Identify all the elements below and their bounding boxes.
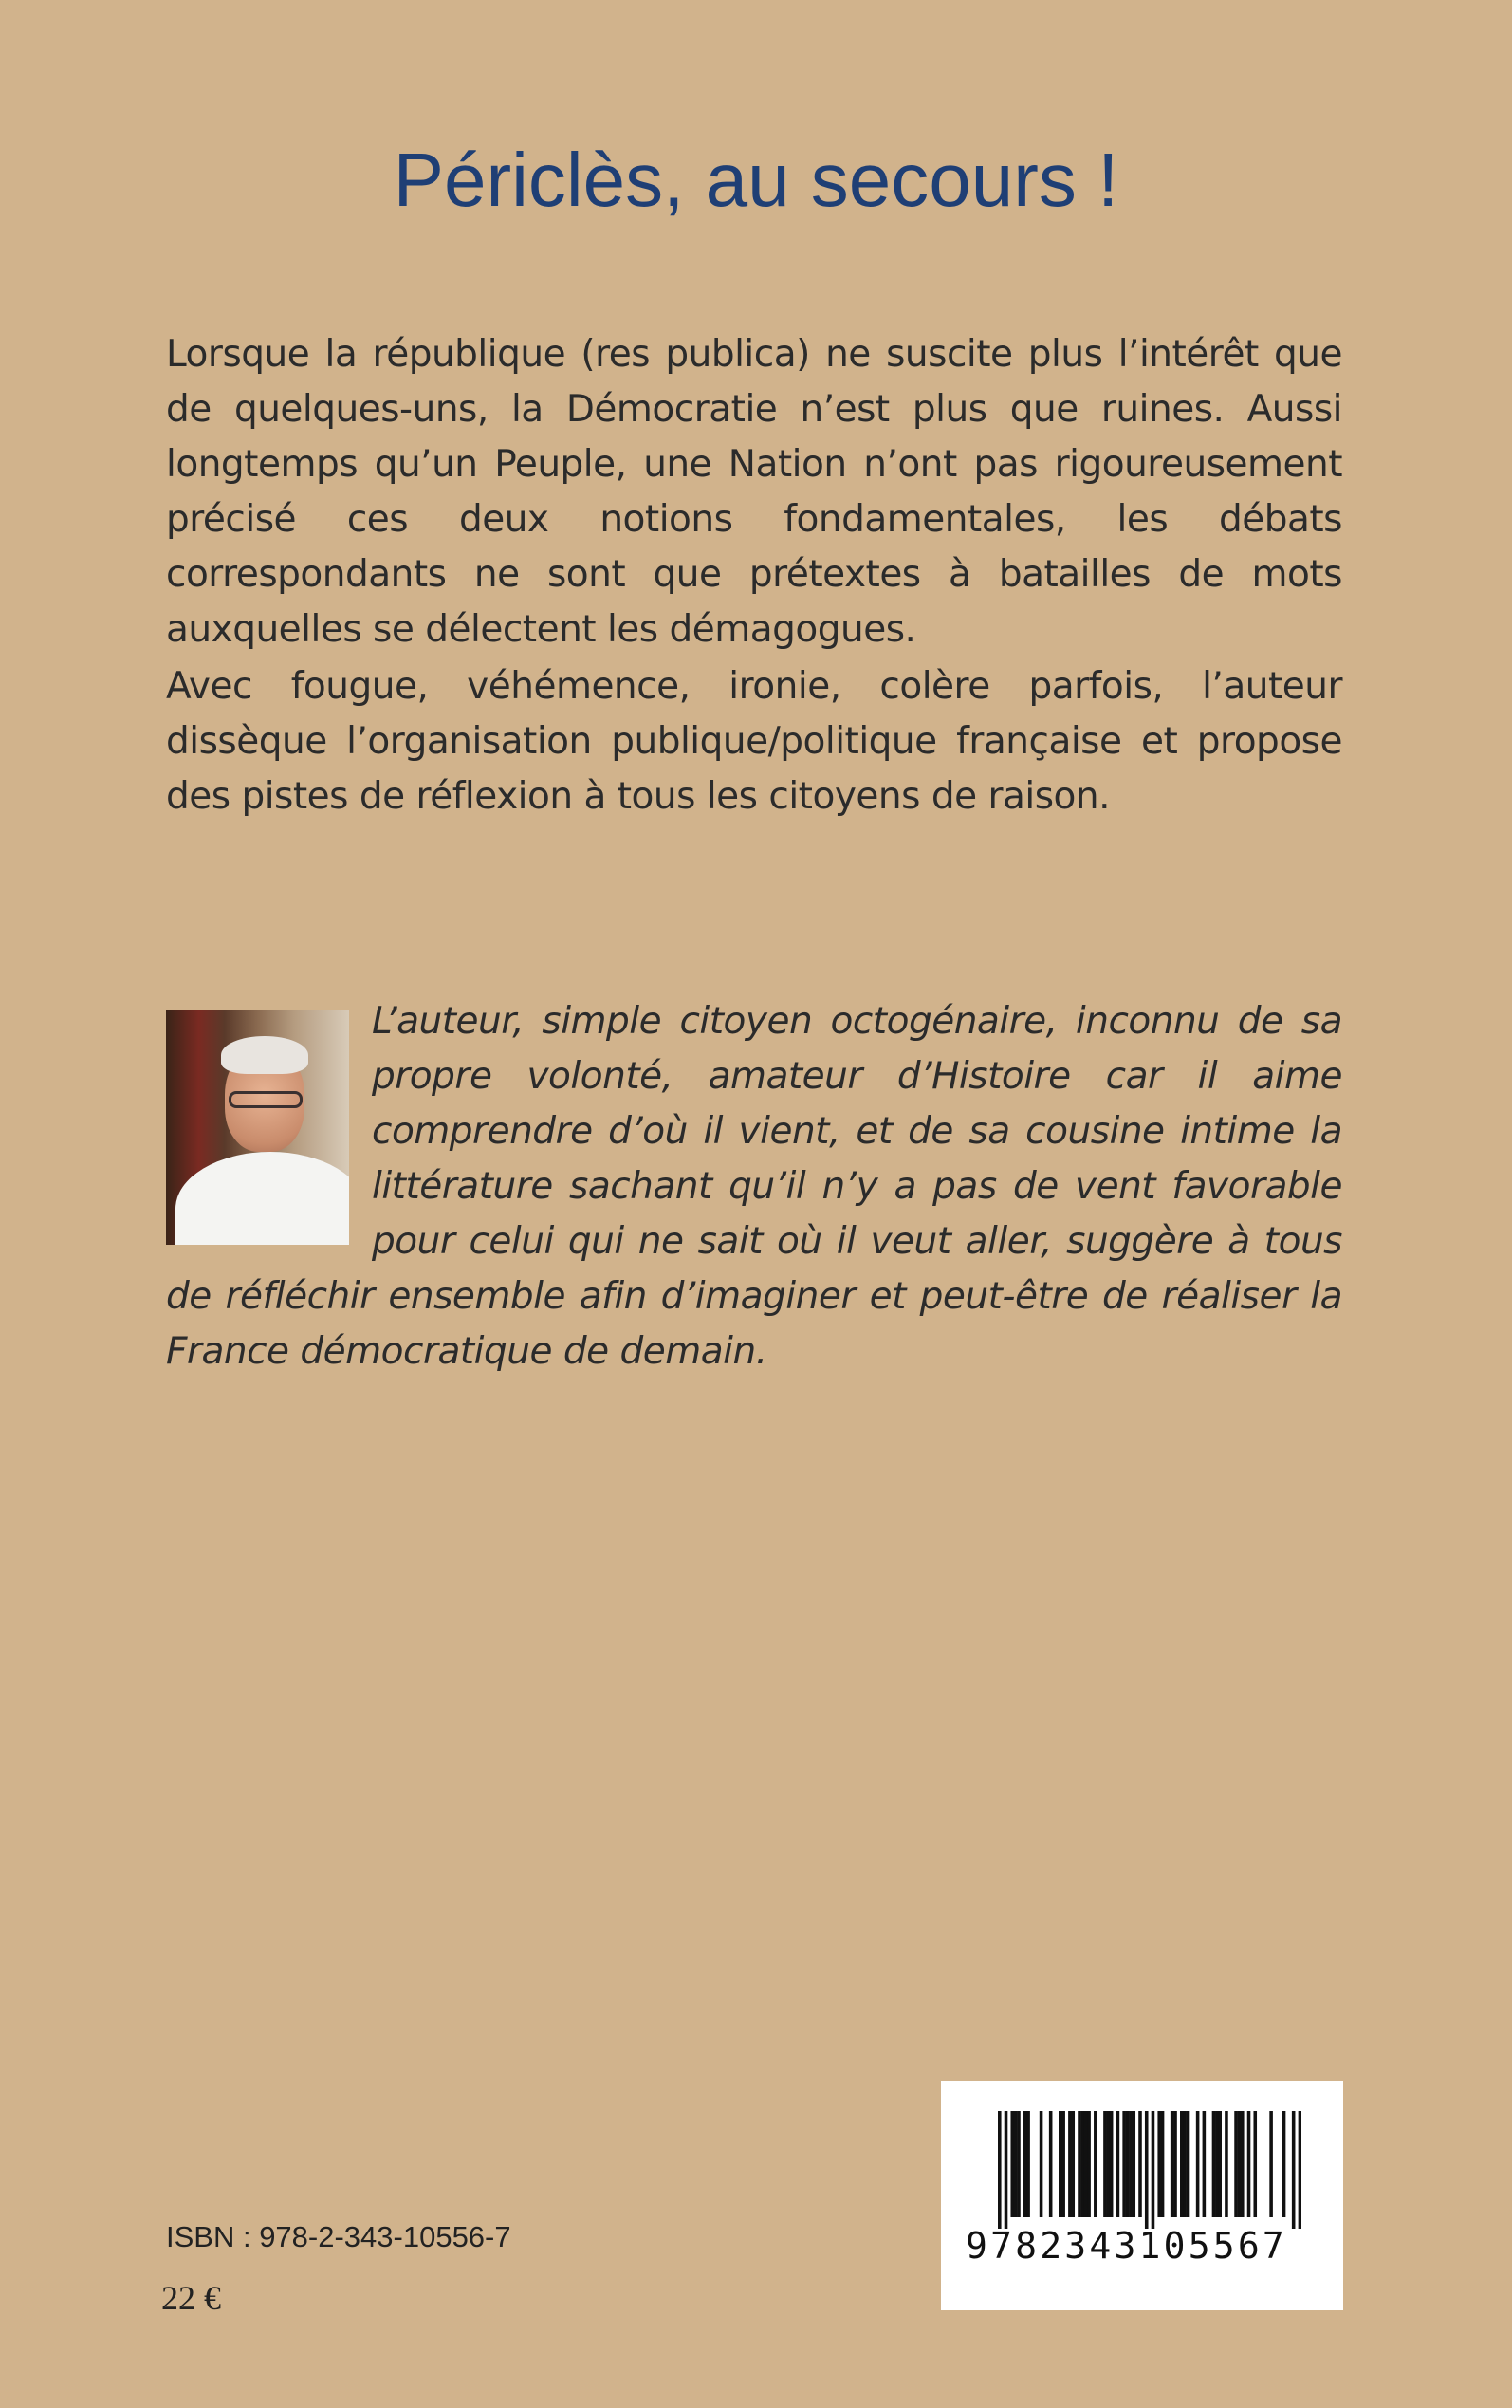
barcode-bar [1014, 2111, 1018, 2217]
barcode-bar [1059, 2111, 1062, 2217]
barcode-bar [1269, 2111, 1273, 2217]
barcode-bar [1049, 2111, 1053, 2217]
barcode-bar [1218, 2111, 1222, 2217]
author-photo [166, 1010, 349, 1245]
description-paragraph-1: Lorsque la république (res publica) ne suscite plus l’intérêt que de quelques-uns, la Démocratie n’est plus que ruines. Aussi longtemps qu’un Peuple, une Nation n’ont pas rigoureusement précisé ces deux notions fondamentales, les débats correspondants ne sont que prétextes à batailles de mots auxquelles se délectent les démagogues. [166, 333, 1342, 651]
barcode-bar [1005, 2111, 1008, 2229]
barcode-digits: 9782343105567 [966, 2225, 1288, 2267]
barcode-bar [1071, 2111, 1075, 2217]
barcode-bar [1187, 2111, 1190, 2217]
barcode-bar [1180, 2111, 1184, 2217]
barcode-bar [1081, 2111, 1085, 2217]
barcode-bar [1203, 2111, 1207, 2217]
barcode-bar [1247, 2111, 1251, 2217]
barcode-bar [1126, 2111, 1130, 2217]
barcode-bar [1061, 2111, 1065, 2217]
barcode-bar [1196, 2111, 1200, 2217]
barcode-bar [1152, 2111, 1155, 2229]
barcode-bar [1173, 2111, 1177, 2217]
barcode-bar [1215, 2111, 1219, 2217]
barcode-bar [1026, 2111, 1030, 2217]
barcode [941, 2081, 1343, 2310]
barcode-bar [1292, 2111, 1296, 2229]
barcode-bar [1253, 2111, 1257, 2217]
barcode-bar [1171, 2111, 1174, 2217]
barcode-bar [1129, 2111, 1133, 2217]
barcode-bar [1122, 2111, 1126, 2217]
barcode-bar [1212, 2111, 1216, 2217]
barcode-bars [998, 2111, 1301, 2229]
description-paragraph-2: Avec fougue, véhémence, ironie, colère parfois, l’auteur dissèque l’organisation publique/politique française et propose des pistes de réflexion à tous les citoyens de raison. [166, 665, 1342, 818]
price-label: 22 € [161, 2279, 221, 2317]
barcode-bar [1110, 2111, 1114, 2217]
barcode-bar [1040, 2111, 1043, 2217]
barcode-bar [1023, 2111, 1027, 2217]
barcode-bar [1084, 2111, 1088, 2217]
barcode-bar [1017, 2111, 1021, 2217]
barcode-bar [1107, 2111, 1111, 2217]
barcode-bar [1010, 2111, 1014, 2217]
barcode-bar [1068, 2111, 1072, 2217]
book-title: Périclès, au secours ! [393, 138, 1119, 222]
barcode-bar [1087, 2111, 1091, 2217]
barcode-bar [1116, 2111, 1120, 2217]
barcode-bar [1299, 2111, 1301, 2229]
barcode-bar [1094, 2111, 1097, 2217]
barcode-bar [1282, 2111, 1286, 2217]
barcode-bar [1132, 2111, 1135, 2217]
barcode-bar [1138, 2111, 1142, 2217]
barcode-bar [1078, 2111, 1081, 2217]
isbn-label: ISBN : 978-2-343-10556-7 [166, 2220, 511, 2253]
barcode-bar [1238, 2111, 1242, 2217]
author-section [166, 994, 1342, 1380]
barcode-bar [1103, 2111, 1107, 2217]
barcode-bar [1234, 2111, 1238, 2217]
barcode-bar [1161, 2111, 1165, 2217]
barcode-bar [1183, 2111, 1187, 2217]
barcode-bar [1145, 2111, 1149, 2229]
barcode-bar [1241, 2111, 1245, 2217]
barcode-bar [1157, 2111, 1161, 2217]
barcode-bar [1225, 2111, 1228, 2217]
author-bio-text: L’auteur, simple citoyen octogénaire, inconnu de sa propre volonté, amateur d’Histoire car il aime comprendre d’où il vient, et de sa cousine intime la littérature sachant qu’il n’y a pas de vent favorable pour celui qui ne sait où il veut aller, suggère à tous de réfléchir ensemble afin d’imaginer et peut-être de réaliser la France démocratique de demain. [166, 1000, 1342, 1373]
barcode-bar [998, 2111, 1002, 2229]
